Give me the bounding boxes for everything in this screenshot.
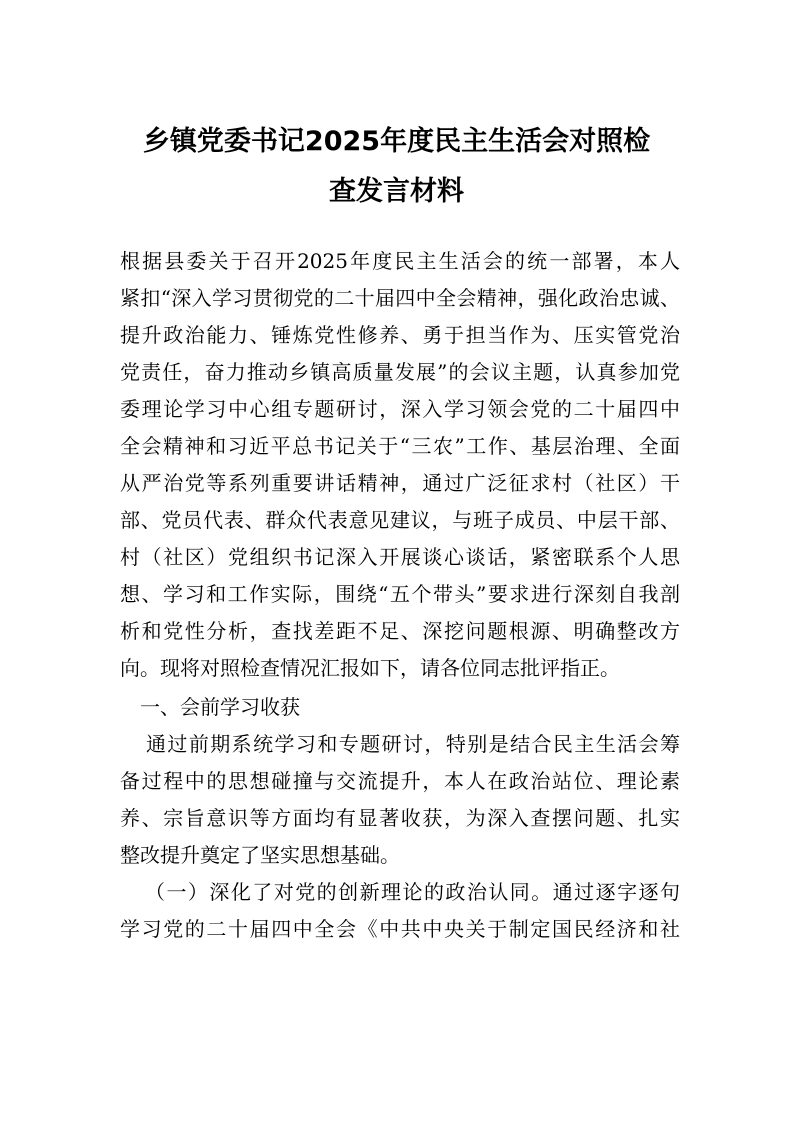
paragraph-line: 学习党的二十届四中全会《中共中央关于制定国民经济和社 xyxy=(120,917,680,941)
document-title-line-2: 查发言材料 xyxy=(329,176,464,207)
paragraph-line: 向。现将对照检查情况汇报如下，请各位同志批评指正。 xyxy=(120,656,620,680)
paragraph-line: 备过程中的思想碰撞与交流提升，本人在政治站位、理论素 xyxy=(120,769,680,793)
paragraph-line: 委理论学习中心组专题研讨，深入学习领会党的二十届四中 xyxy=(120,397,680,421)
paragraph-line: 村（社区）党组织书记深入开展谈心谈话，紧密联系个人思 xyxy=(120,545,680,569)
subsection-line: （一）深化了对党的创新理论的政治认同。通过逐字逐句 xyxy=(145,880,680,904)
paragraph-line: 从严治党等系列重要讲话精神，通过广泛征求村（社区）干 xyxy=(120,471,680,495)
paragraph-line: 析和党性分析，查找差距不足、深挖问题根源、明确整改方 xyxy=(120,619,680,643)
document-title-line-1: 乡镇党委书记2025年度民主生活会对照检 xyxy=(142,126,651,157)
paragraph-line: 整改提升奠定了坚实思想基础。 xyxy=(120,843,400,867)
paragraph-line: 提升政治能力、锤炼党性修养、勇于担当作为、压实管党治 xyxy=(120,323,680,347)
paragraph-line: 通过前期系统学习和专题研讨，特别是结合民主生活会筹 xyxy=(146,732,680,756)
paragraph-line: 党责任，奋力推动乡镇高质量发展”的会议主题，认真参加党 xyxy=(120,360,680,384)
paragraph-line: 全会精神和习近平总书记关于“三农”工作、基层治理、全面 xyxy=(120,434,680,458)
paragraph-line: 想、学习和工作实际，围绕“五个带头”要求进行深刻自我剖 xyxy=(120,582,680,606)
paragraph-line: 养、宗旨意识等方面均有显著收获，为深入查摆问题、扎实 xyxy=(120,806,680,830)
paragraph-line: 紧扣“深入学习贯彻党的二十届四中全会精神，强化政治忠诚、 xyxy=(120,286,680,310)
paragraph-line: 根据县委关于召开2025年度民主生活会的统一部署，本人 xyxy=(120,249,680,273)
section-heading: 一、会前学习收获 xyxy=(140,695,300,719)
paragraph-line: 部、党员代表、群众代表意见建议，与班子成员、中层干部、 xyxy=(120,508,680,532)
